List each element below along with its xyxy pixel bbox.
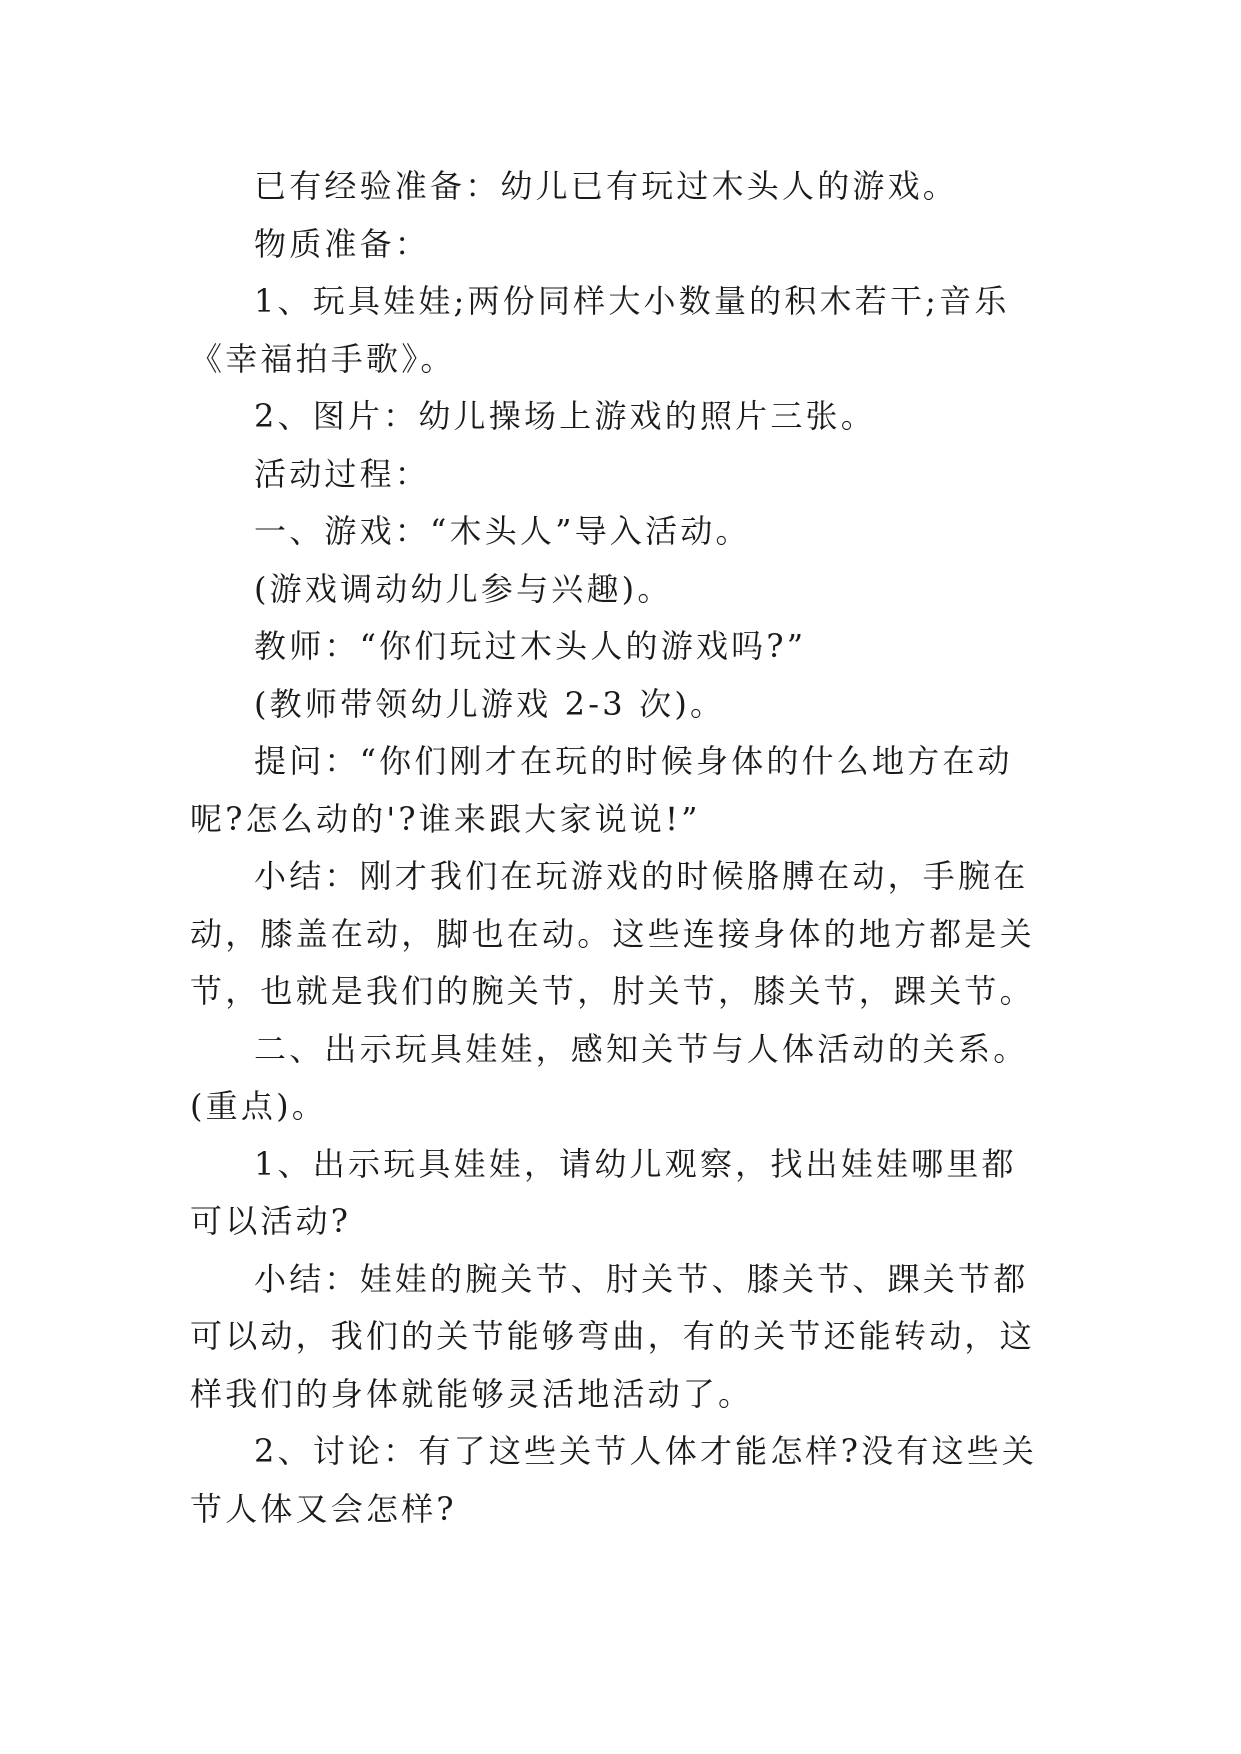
paragraph-teacher-question: 教师：“你们玩过木头人的游戏吗?”: [254, 627, 807, 665]
paragraph-step-1-note: (游戏调动幼儿参与兴趣)。: [254, 569, 673, 608]
paragraph-question: 提问：“你们刚才在玩的时候身体的什么地方在动呢?怎么动的'?谁来跟大家说说!”: [190, 742, 1013, 838]
paragraph-activity-process: 活动过程：: [254, 454, 431, 493]
paragraph-step-1-heading: 一、游戏：“木头人”导入活动。: [254, 512, 751, 550]
document-body: [190, 158, 1050, 1538]
paragraph-step-2-item-1: 1、出示玩具娃娃，请幼儿观察，找出娃娃哪里都可以活动?: [190, 1144, 1017, 1240]
paragraph-material-item-2: 2、图片：幼儿操场上游戏的照片三张。: [254, 397, 876, 435]
paragraph-material-item-1: 1、玩具娃娃;两份同样大小数量的积木若干;音乐《幸福拍手歌》。: [190, 282, 1010, 378]
paragraph-material-prep: 物质准备：: [254, 224, 431, 263]
paragraph-teacher-lead: (教师带领幼儿游戏 2-3 次)。: [254, 684, 726, 723]
paragraph-experience-prep: 已有经验准备：幼儿已有玩过木头人的游戏。: [254, 167, 959, 205]
paragraph-summary-2: 小结：娃娃的腕关节、肘关节、膝关节、踝关节都可以动，我们的关节能够弯曲，有的关节还能转动，这样我们的身体就能够灵活地活动了。: [190, 1259, 1035, 1413]
paragraph-summary-1: 小结：刚才我们在玩游戏的时候胳膊在动，手腕在动，膝盖在动，脚也在动。这些连接身体的地方都是关节，也就是我们的腕关节，肘关节，膝关节，踝关节。: [190, 857, 1035, 1010]
paragraph-step-2-heading: 二、出示玩具娃娃，感知关节与人体活动的关系。(重点)。: [190, 1029, 1029, 1125]
paragraph-step-2-item-2: 2、讨论：有了这些关节人体才能怎样?没有这些关节人体又会怎样?: [190, 1432, 1038, 1528]
